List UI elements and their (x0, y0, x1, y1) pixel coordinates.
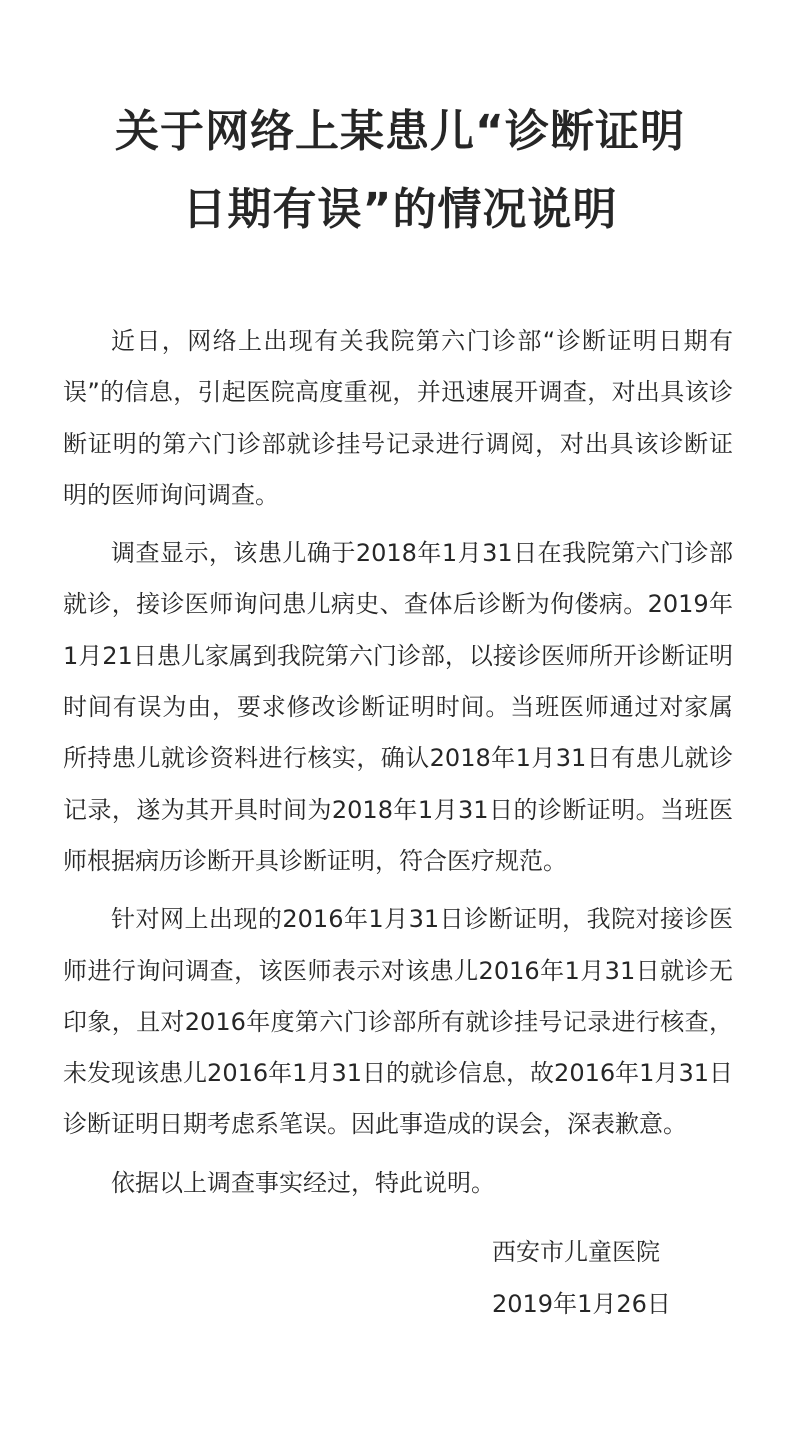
paragraph-1: 近日，网络上出现有关我院第六门诊部“诊断证明日期有误”的信息，引起医院高度重视，并迅速展开调查，对出具该诊断证明的第六门诊部就诊挂号记录进行调阅，对出具该诊断证明的医师询问调查。 (63, 327, 733, 509)
signature-organization: 西安市儿童医院 (492, 1238, 660, 1266)
paragraph-2: 调查显示，该患儿确于2018年1月31日在我院第六门诊部就诊，接诊医师询问患儿病史、查体后诊断为佝偻病。2019年1月21日患儿家属到我院第六门诊部，以接诊医师所开诊断证明时间有误为由，要求修改诊断证明时间。当班医师通过对家属所持患儿就诊资料进行核实，确认2018年1月31日有患儿就诊记录，遂为其开具时间为2018年1月31日的诊断证明。当班医师根据病历诊断开具诊断证明，符合医疗规范。 (63, 539, 733, 875)
document-title-line1: 关于网络上某患儿“诊断证明 (115, 106, 685, 157)
document-title-line2: 日期有误”的情况说明 (182, 184, 618, 235)
document-body (63, 316, 733, 1216)
paragraph-4: 依据以上调查事实经过，特此说明。 (111, 1168, 495, 1197)
paragraph-3: 针对网上出现的2016年1月31日诊断证明，我院对接诊医师进行询问调查，该医师表示对该患儿2016年1月31日就诊无印象，且对2016年度第六门诊部所有就诊挂号记录进行核查，未发现该患儿2016年1月31日的就诊信息，故2016年1月31日诊断证明日期考虑系笔误。因此事造成的误会，深表歉意。 (63, 905, 733, 1139)
signature-date: 2019年1月26日 (492, 1290, 671, 1318)
